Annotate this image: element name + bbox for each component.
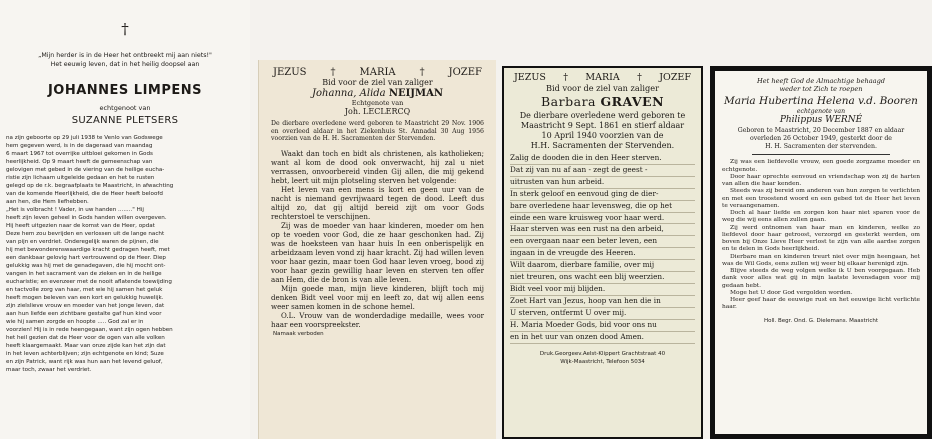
text-line: uitrusten van hun arbeid. [510,177,695,189]
card-body [722,159,920,311]
cross-icon: † [637,72,642,83]
text-line: heeft mogen beleven van een kort en gelukkig huwelijk. [6,295,164,301]
text-line: ingaan in de vreugde des Heeren. [510,248,695,260]
deceased-name [259,88,496,99]
header-word: JEZUS [514,72,546,83]
dates-line: Geboren te Maastricht, 20 December 1887 en aldaar [737,127,905,134]
text-line: Zoet Hart van Jezus, hoop van hen die in [510,296,695,308]
footer-imprint: Holl. Begr. Ond. G. Dielemans. Maastricht [763,317,879,324]
text-line: en in het uur van onzen dood Amen. [510,332,695,344]
text-line: hem gegeven werd, is in de dageraad van maandag [6,143,153,149]
text-line: heerlijkheid. Op 9 maart heeft de gemeenschap van [6,159,153,165]
text-line: na zijn geboorte op 29 juli 1938 te Venlo van Godswege [6,135,163,141]
paragraph: O.L. Vrouw van de wonderdadige medaille, wees voor haar een voorspreekster. [271,310,484,329]
header-word: JOZEF [659,72,691,83]
paragraph: Moge het U door God vergolden worden. [730,289,853,296]
paragraph: Blijve steeds de weg volgen welke ik U ben voorgegaan. Heb dank voor alles wat gij in mijn laatste levensdagen voor mij gedaan hebt. [722,268,920,289]
header-word: JEZUS [273,67,307,78]
birth-death-text [510,111,695,151]
paragraph: Waakt dan toch en bidt als christenen, als katholieken; want al kom de dood ook onverwacht, hij zal u niet verrassen, onvoorbereid vinden Gij allen, die mij gekend hebt, leert uit mijn plotseling sterven het volgende: [271,148,484,185]
text-line: aan hun liefde een zichtbare gestalte gaf hun kind voor [6,311,162,317]
text-line: in het leven achterblijven; zijn echtgenote en kind; Suze [6,351,164,357]
memorial-card-booren [710,66,932,439]
paragraph: Zij was een liefdevolle vrouw, een goede zorgzame moeder en echtgenote. [722,159,920,173]
printer-imprint [510,350,695,366]
text-line: het heil gezien dat de Heer voor de ogen van alle volken [6,335,165,341]
birth-death-text: De dierbare overledene werd geboren te Maastricht 29 Nov. 1906 en overleed aldaar in het Ziekenhuis St. Annadal 30 Aug 1956 voorzien van de H. H. Sacramenten der Stervenden. [271,120,484,142]
text-line: Hij heeft uitgezien naar de komst van de Heer, opdat [6,223,155,229]
paragraph: Zij was de moeder van haar kinderen, moeder om hen op te voeden voor God, die ze haar geschonken had. Zij was de hoeksteen van haar huis In een onberispelijk en arbeidzaam leven vond zij haar kracht. Zij had willen leven voor haar gezin, maar toen God haar leven vroeg, bood zij voor haar gezin gewillig haar leven en sterven ten offer aan Hem, die de bron is van alle leven. [271,220,484,284]
prayer-line: Bid voor de ziel van zaliger [322,78,433,87]
prayer-line: Bid voor de ziel van zaliger [546,83,659,93]
intro-line: weder tot Zich te roepen [779,85,863,93]
cross-icon: † [419,67,425,78]
text-line: een dankbaar gelovig hart vertrouwend op de Heer. Diep [6,255,166,261]
deceased-name: Maria Hubertina Helena v.d. Booren [724,95,918,107]
first-name: Barbara [541,94,596,109]
text-line: eucharistie; en evenzeer met de nooit aflatende toewijding [6,279,172,285]
text-line: bare overledene haar levensweg, die op het [510,201,695,213]
text-line: hij met bewonderenswaardige kracht gedragen heeft, met [6,247,170,253]
cross-icon: † [330,67,336,78]
text-line: heeft klaargemaakt. Maar van onze zijde kan het zijn dat [6,343,166,349]
deceased-name [510,94,695,109]
text-line: 6 maart 1967 tot overrijke uitbloei gekomen in Gods [6,151,153,157]
card-body [510,153,695,344]
paragraph: Zij werd ontnomen van haar man en kinderen, welke zo liefdevol door haar getroost, verzorgd en gesterkt werden, om boven bij Onze Lieve Heer verlost te zijn van alle aardse zorgen en te delen in Gods heerlijkheid. [722,224,920,253]
text-line: Dat zij van nu af aan - zegt de geest - [510,165,695,177]
text-line: Deze hem zou bevrijden en verlossen uit de lange nacht [6,231,165,237]
text-line: Haar sterven was een rust na den arbeid, [510,224,695,236]
spouse-intro: echtgenote van [796,108,846,115]
spouse-intro: Echtgenote van [351,99,404,107]
printer-line: Wijk-Maastricht, Telefoon 5034 [560,358,645,365]
quote-line: „Mijn herder is in de Heer het ontbreekt mij aan niets!" [38,52,212,59]
spouse-name: SUZANNE PLETSERS [71,115,179,126]
text-line: wie hij samen zorgde en hoopte ..... God zal er in [6,319,144,325]
header-word: MARIA [585,72,620,83]
header-jezus-maria-jozef [514,72,691,83]
text-line: Zalig de dooden die in den Heer sterven. [510,153,695,165]
dates-line: overleden 26 October 1949, gesterkt door de [750,134,892,142]
cross-icon: † [563,72,568,83]
memorial-card-graven [502,66,703,439]
paragraph: Steeds was zij bereid om anderen van hun zorgen te verlichten en met een troostend woord en een gebed tot de Heer het leven te veraangenamen. [722,188,920,209]
footer-note: Namaak verboden [273,330,324,337]
text-line: vangen in het sacrament van de zieken en in de heilige [6,271,162,277]
dates-line: 10 April 1940 voorzien van de [541,131,664,140]
card-body [6,134,242,374]
dates-line: H. H. Sacramenten der stervenden. [765,142,877,150]
cross-icon: † [121,20,129,38]
text-line: van pijn en verdriet. Onderegelijk waren de pijnen, die [6,239,159,245]
spouse-intro: echtgenoot van [99,104,151,112]
intro-line: Het heeft God de Almachtige behaagd [756,77,886,85]
text-line: Wilt daarom, dierbare familie, over mij [510,260,695,272]
header-jezus-maria-jozef [273,67,482,78]
birth-death-text [722,127,920,150]
text-line: gelegd op de r.k. begraafplaats te Maastricht, in afwachting [6,183,174,189]
text-line: In sterk geloof en eenvoud ging de dier- [510,189,695,201]
text-line: Bidt veel voor mij blijden. [510,284,695,296]
paragraph: Doch al haar liefde en zorgen kon haar niet sparen voor de weg die wij eens allen zullen gaan. [722,210,920,224]
dates-line: Maastricht 9 Sept. 1861 en stierf aldaar [520,121,685,130]
dates-line: De dierbare overledene werd geboren te [519,111,686,120]
surname: NEIJMAN [388,88,443,99]
text-line: einde een ware kruisweg voor haar werd. [510,213,695,225]
dates-line: H.H. Sacramenten der Stervenden. [530,141,675,150]
paragraph: Mijn goede man, mijn lieve kinderen, blijft toch mij denken Bidt veel voor mij en leeft zo, dat wij allen eens weer samen komen in de schone hemel. [271,283,484,311]
text-line: maar toch, zwaar het verdriet. [6,367,92,373]
card-inner [504,68,701,437]
text-line: ristie zijn lichaam uitgeleide gedaan en het te rusten [6,175,155,181]
text-line: „Het is volbracht ! Vader, in uw handen ........" Hij [6,207,144,213]
text-line: aan hen, die Hem liefhebben. [6,199,89,205]
text-line: gelovigen met gebed in de viering van de heilige eucha- [6,167,165,173]
text-line: van de komende Heerlijkheid, die de Heer heeft beloofd [6,191,163,197]
spouse-name: Philippus WERNÉ [779,115,863,125]
memorial-card-limpens [0,0,250,439]
paragraph: Het leven van een mens is kort en geen uur van de nacht is niemand gevrijwaard tegen de dood. Leeft dus altijd zo, dat gij altijd bereid zijt om voor Gods rechterstoel te verschijnen. [271,184,484,221]
header-word: JOZEF [448,67,482,78]
text-line: heeft zijn leven geheel in Gods handen willen overgeven. [6,215,167,221]
deceased-name: JOHANNES LIMPENS [47,83,203,98]
card-inner [715,71,927,434]
paragraph: Dierbare man en kinderen treurt niet over mijn heengaan, het was de Wil Gods, eens zullen wij weer bij elkaar herenigd zijn. [722,253,920,267]
text-line: gelukkig was hij met de genadegaven, die hij mocht ont- [6,263,166,269]
paragraph: Door haar oprechte eenvoud en vriendschap won zij de harten van allen die haar kenden. [722,173,920,188]
quote-line: Het eeuwig leven, dat in het heilig doopsel aan [50,61,200,68]
text-line: U sterven, ontfermt U over mij. [510,308,695,320]
printer-line: Druk.Georgeev.Aelst-Klippert Grachtstraat 40 [539,350,666,357]
opening-quote [14,51,236,69]
text-line: H. Maria Moeder Gods, bid voor ons nu [510,320,695,332]
text-line: niet treuren, ons wacht een blij weerzien. [510,272,695,284]
text-line: zijn zielslieve vrouw en moeder van het jonge leven, dat [6,303,165,309]
intro-text [722,77,920,93]
text-line: voorzien! Hij is in rede heengegaan, want zijn ogen hebben [6,327,173,333]
memorial-card-neijman [258,60,496,439]
first-names: Johanna, Alida [312,88,386,99]
card-body [271,149,484,329]
paragraph: Heer geef haar de eeuwige rust en het eeuwige licht verlichte haar. [722,297,920,311]
divider [752,154,891,155]
text-line: en tactvolle zorg van haar, met wie hij samen het geluk [6,287,163,293]
text-line: en zijn Patrick, want rijk was hun aan het levend geluof, [6,359,163,365]
surname: GRAVEN [600,94,664,109]
header-word: MARIA [359,67,396,78]
text-line: een overgaan naar een beter leven, een [510,236,695,248]
spouse-name: Joh. LECLERCQ [344,107,411,116]
